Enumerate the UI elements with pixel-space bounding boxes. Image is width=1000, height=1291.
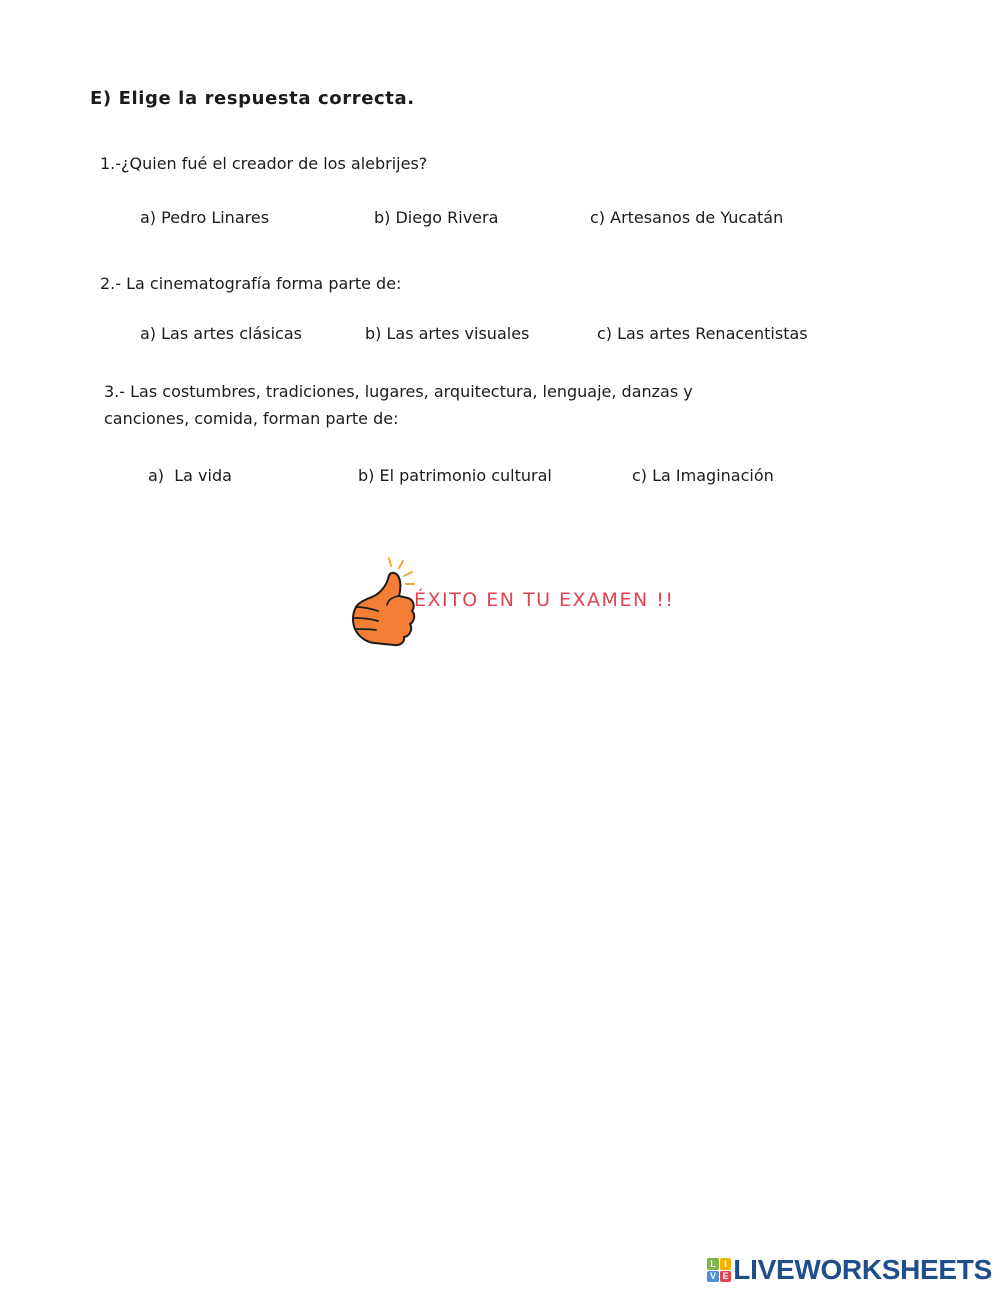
- cheer-banner: [348, 552, 708, 652]
- question-1-option-b[interactable]: b) Diego Rivera: [374, 208, 499, 227]
- logo-letter-v: V: [707, 1271, 719, 1283]
- question-2-option-a[interactable]: a) Las artes clásicas: [140, 324, 302, 343]
- question-3-option-b[interactable]: b) El patrimonio cultural: [358, 466, 552, 485]
- question-1-option-a[interactable]: a) Pedro Linares: [140, 208, 270, 227]
- logo-letter-l: L: [707, 1258, 719, 1270]
- question-3-text-line1: 3.- Las costumbres, tradiciones, lugares, arquitectura, lenguaje, danzas y: [104, 382, 693, 401]
- question-3-option-a[interactable]: a) La vida: [148, 466, 232, 485]
- section-title: E) Elige la respuesta correcta.: [90, 88, 415, 109]
- question-3-text-line2: canciones, comida, forman parte de:: [104, 409, 399, 428]
- thumbs-up-icon: [348, 552, 418, 652]
- cheer-text: ÉXITO EN TU EXAMEN !!: [414, 589, 675, 611]
- question-2-option-b[interactable]: b) Las artes visuales: [365, 324, 530, 343]
- logo-letter-i: I: [720, 1258, 732, 1270]
- brand-logo-icon: [707, 1258, 731, 1282]
- question-1-text: 1.-¿Quien fué el creador de los alebrijes?: [100, 154, 428, 173]
- brand-name: LIVEWORKSHEETS: [733, 1254, 992, 1285]
- logo-letter-e: E: [720, 1271, 732, 1283]
- liveworksheets-logo[interactable]: [707, 1254, 992, 1286]
- question-2-text: 2.- La cinematografía forma parte de:: [100, 274, 402, 293]
- question-1-option-c[interactable]: c) Artesanos de Yucatán: [590, 208, 784, 227]
- question-3-option-c[interactable]: c) La Imaginación: [632, 466, 774, 485]
- question-2-option-c[interactable]: c) Las artes Renacentistas: [597, 324, 808, 343]
